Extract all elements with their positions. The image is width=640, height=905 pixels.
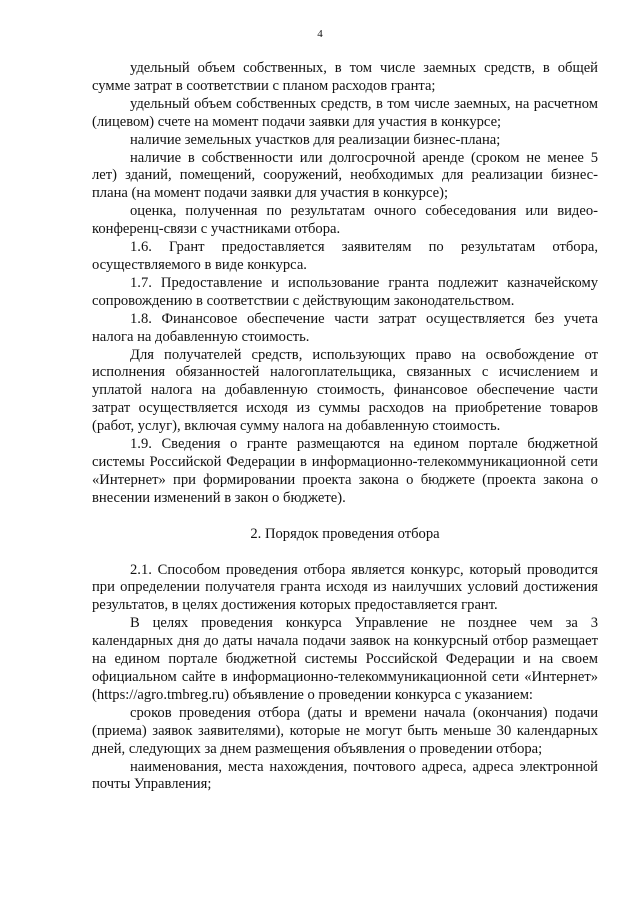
- paragraph-1-7: 1.7. Предоставление и использование гранта подлежит казначейскому сопровождению в соответствии с действующим законодательством.: [92, 274, 598, 309]
- paragraph-terms: сроков проведения отбора (даты и времени начала (окончания) подачи (приема) заявок заявителями), которые не могут быть меньше 30 календарных дней, следующих за днем размещения объявления о проведении отбора;: [92, 704, 598, 757]
- paragraph-1-9: 1.9. Сведения о гранте размещаются на едином портале бюджетной системы Российской Федерации в информационно-телекоммуникационной сети «Интернет» при формировании проекта закона о бюджете (проекта закона о внесении изменений в закон о бюджете).: [92, 436, 598, 506]
- page-number: 4: [317, 28, 323, 40]
- paragraph-buildings: наличие в собственности или долгосрочной аренде (сроком не менее 5 лет) зданий, помещений, сооружений, необходимых для реализации бизнес-плана (на момент подачи заявки для участия в конкурсе);: [92, 149, 598, 202]
- paragraph-announcement: В целях проведения конкурса Управление не позднее чем за 3 календарных дня до даты начала подачи заявок на конкурсный отбор размещает на едином портале бюджетной системы Российской Федерации и на своем официальном сайте в информационно-телекоммуникационной сети «Интернет» (https://agro.tmbreg.ru) объявление о проведении конкурса с указанием:: [92, 615, 598, 703]
- paragraph-land-plots: наличие земельных участков для реализации бизнес-плана;: [130, 131, 501, 148]
- paragraph-interview-score: оценка, полученная по результатам очного собеседования или видео-конференц-связи с участниками отбора.: [92, 203, 598, 238]
- paragraph-1-6: 1.6. Грант предоставляется заявителям по результатам отбора, осуществляемого в виде конкурса.: [92, 239, 598, 273]
- paragraph-contacts: наименования, места нахождения, почтового адреса, адреса электронной почты Управления;: [92, 758, 598, 793]
- paragraph-vat-exemption: Для получателей средств, использующих право на освобождение от исполнения обязанностей налогоплательщика, связанных с исчислением и уплатой налога на добавленную стоимость, финансовое обеспечение части затрат осуществляется исходя из суммы расходов на приобретение товаров (работ, услуг), включая сумму налога на добавленную стоимость.: [92, 346, 598, 435]
- paragraph-own-funds-share: удельный объем собственных, в том числе заемных средств, в общей сумме затрат в соответствии с планом расходов гранта;: [92, 60, 598, 94]
- paragraph-1-8: 1.8. Финансовое обеспечение части затрат осуществляется без учета налога на добавленную стоимость.: [92, 310, 598, 345]
- paragraph-2-1: 2.1. Способом проведения отбора является конкурс, который проводится при определении получателя гранта исходя из наилучших условий достижения результатов, в целях достижения которых предоставляется грант.: [92, 561, 598, 614]
- document-body: [92, 60, 598, 794]
- section-title: 2. Порядок проведения отбора: [250, 525, 440, 542]
- paragraph-account-funds-share: удельный объем собственных средств, в том числе заемных, на расчетном (лицевом) счете на момент подачи заявки для участия в конкурсе;: [92, 95, 598, 130]
